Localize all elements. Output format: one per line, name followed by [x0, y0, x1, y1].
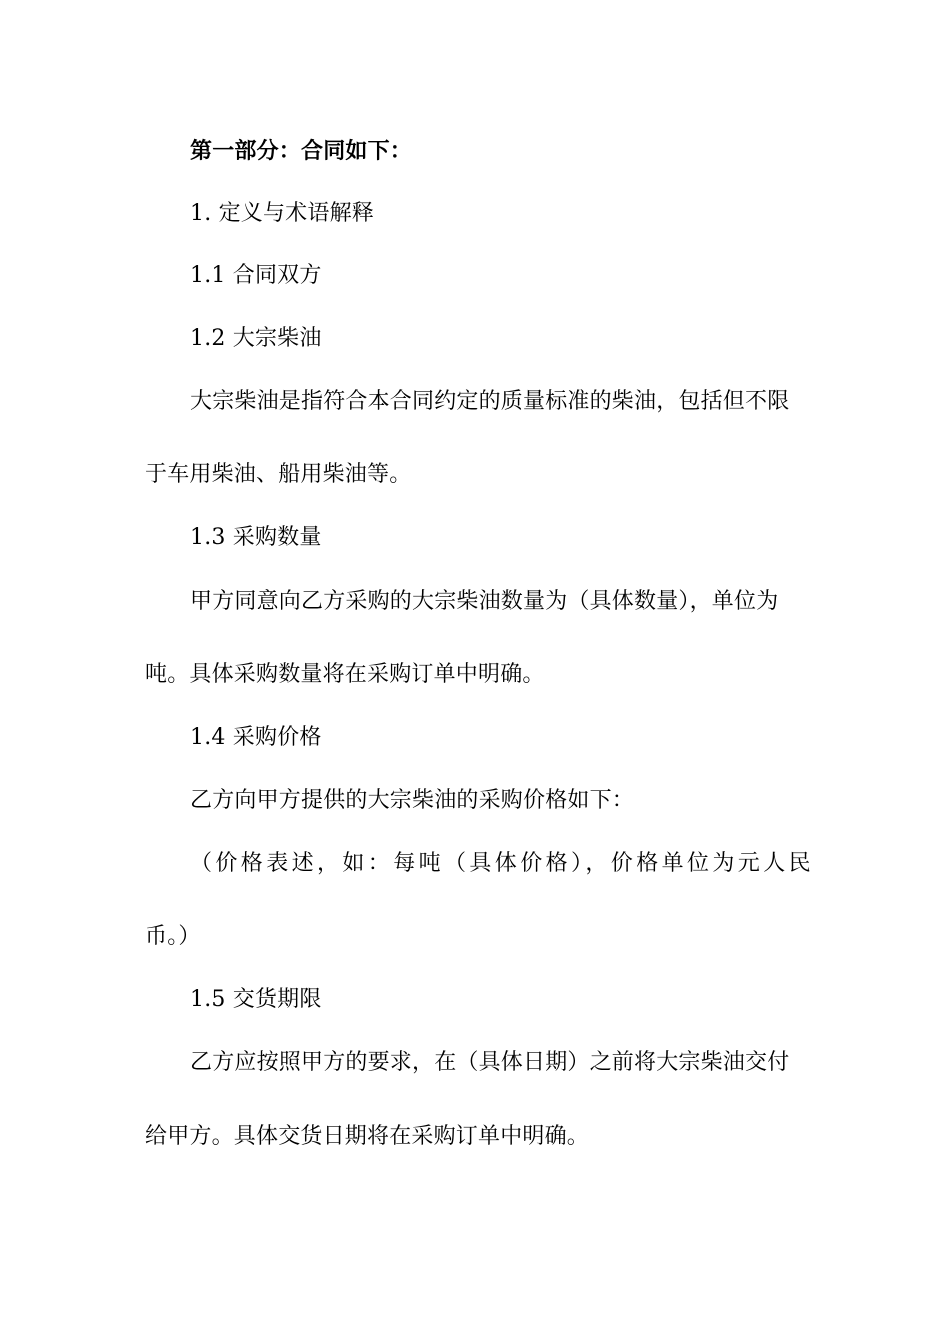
clause-1-3-title: 1.3 采购数量 [190, 525, 322, 550]
clause-1-3-text-line-1: 甲方同意向乙方采购的大宗柴油数量为（具体数量），单位为 [190, 589, 779, 614]
clause-1-4-text: 乙方向甲方提供的大宗柴油的采购价格如下： [190, 788, 635, 813]
clause-1-2-text-line-1: 大宗柴油是指符合本合同约定的质量标准的柴油，包括但不限 [190, 389, 790, 414]
clause-1-4-title: 1.4 采购价格 [190, 725, 322, 750]
clause-1-4-price-line-1: （价格表述，如：每吨（具体价格），价格单位为元人民 [190, 851, 815, 876]
clause-1-2-title: 1.2 大宗柴油 [190, 326, 322, 351]
clause-1-2-text-line-2: 于车用柴油、船用柴油等。 [145, 462, 412, 487]
clause-1-3-text-line-2: 吨。具体采购数量将在采购订单中明确。 [145, 662, 545, 687]
clause-1-5-text-line-1: 乙方应按照甲方的要求，在（具体日期）之前将大宗柴油交付 [190, 1050, 790, 1075]
clause-1-5-text-line-2: 给甲方。具体交货日期将在采购订单中明确。 [145, 1124, 590, 1149]
clause-1-5-title: 1.5 交货期限 [190, 987, 322, 1012]
clause-1-title: 1. 定义与术语解释 [190, 201, 374, 226]
clause-1-4-price-line-2: 币。） [145, 924, 201, 949]
section-heading: 第一部分：合同如下： [190, 139, 413, 164]
clause-1-1-title: 1.1 合同双方 [190, 263, 322, 288]
